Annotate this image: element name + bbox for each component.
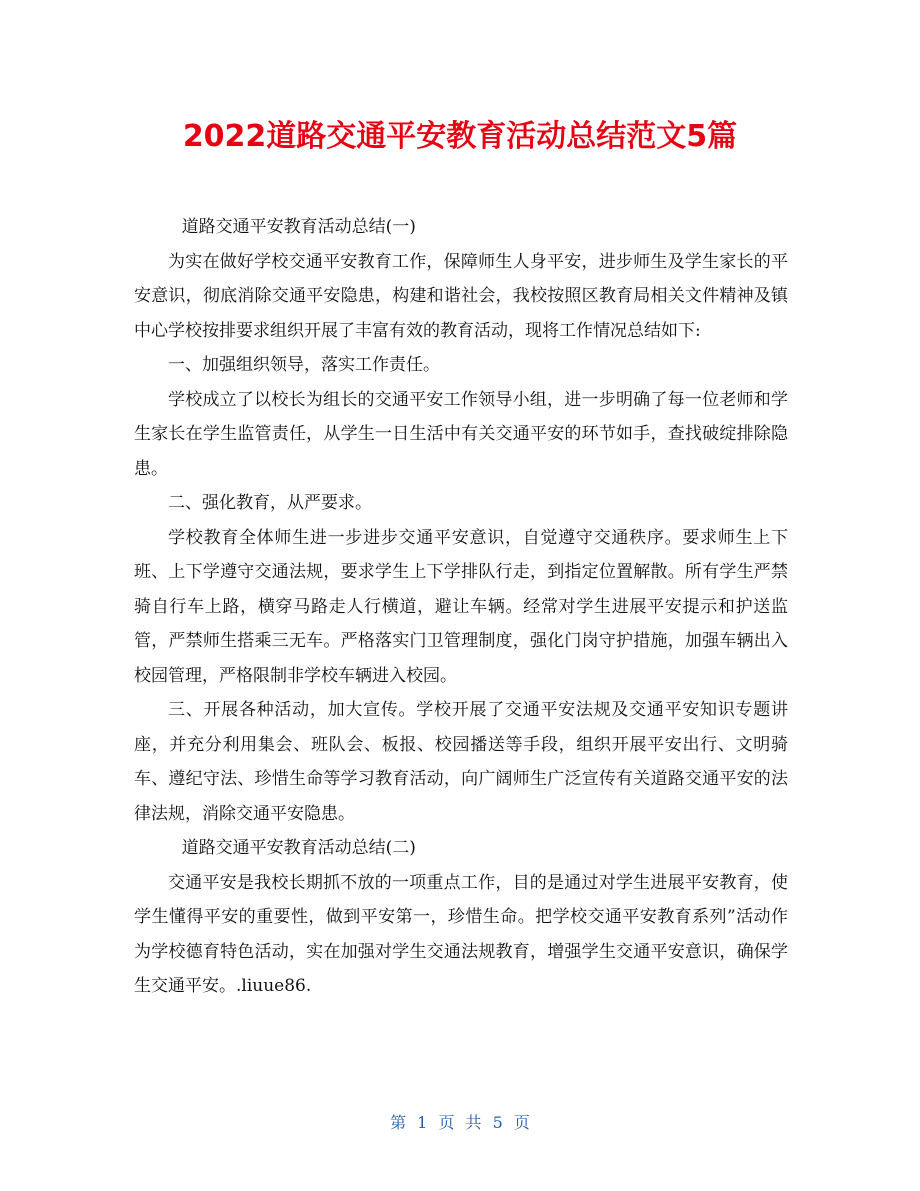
subheading: 二、强化教育，从严要求。: [168, 493, 372, 513]
section-heading-2: 道路交通平安教育活动总结(二): [181, 838, 416, 858]
page-footer: 第 1 页 共 5 页: [390, 1113, 530, 1132]
document-body: [134, 210, 788, 1004]
paragraph: 三、开展各种活动，加大宣传。学校开展了交通平安法规及交通平安知识专题讲座，并充分利用集会、班队会、板报、校园播送等手段，组织开展平安出行、文明骑车、遵纪守法、珍惜生命等学习教育活动，向广阔师生广泛宣传有关道路交通平安的法律法规，消除交通平安隐患。: [134, 700, 788, 824]
section-heading-1: 道路交通平安教育活动总结(一): [181, 217, 416, 237]
paragraph: 学校成立了以校长为组长的交通平安工作领导小组，进一步明确了每一位老师和学生家长在学生监管责任，从学生一日生活中有关交通平安的环节如手，查找破绽排除隐患。: [134, 389, 788, 479]
subheading: 一、加强组织领导，落实工作责任。: [168, 355, 440, 375]
paragraph: 学校教育全体师生进一步进步交通平安意识，自觉遵守交通秩序。要求师生上下班、上下学遵守交通法规，要求学生上下学排队行走，到指定位置解散。所有学生严禁骑自行车上路，横穿马路走人行横道，避让车辆。经常对学生进展平安提示和护送监管，严禁师生搭乘三无车。严格落实门卫管理制度，强化门岗守护措施，加强车辆出入校园管理，严格限制非学校车辆进入校园。: [134, 527, 788, 686]
paragraph: 为实在做好学校交通平安教育工作，保障师生人身平安，进步师生及学生家长的平安意识，彻底消除交通平安隐患，构建和谐社会，我校按照区教育局相关文件精神及镇中心学校按排要求组织开展了丰富有效的教育活动，现将工作情况总结如下:: [134, 251, 788, 341]
paragraph: 交通平安是我校长期抓不放的一项重点工作，目的是通过对学生进展平安教育，使学生懂得平安的重要性，做到平安第一，珍惜生命。把学校交通平安教育系列”活动作为学校德育特色活动，实在加强对学生交通法规教育，增强学生交通平安意识，确保学生交通平安。.liuue86.: [134, 872, 788, 996]
document-title: 2022道路交通平安教育活动总结范文5篇: [182, 119, 738, 154]
